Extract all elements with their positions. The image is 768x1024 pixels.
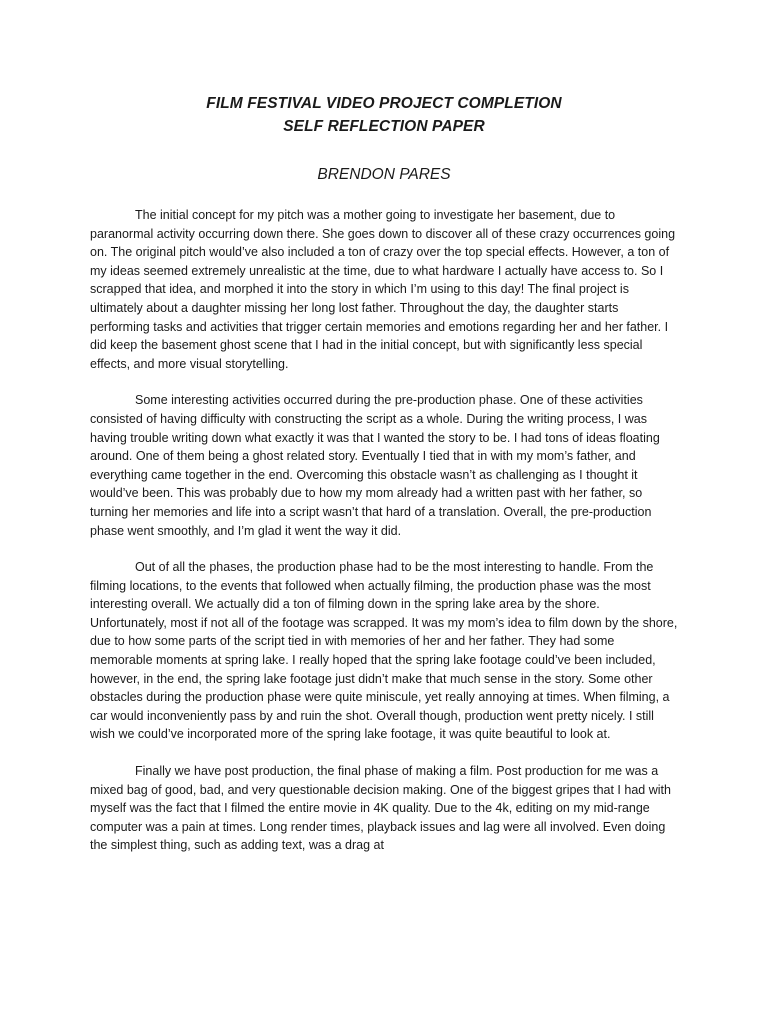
document-title <box>0 92 768 138</box>
paragraph-post-production: Finally we have post production, the final phase of making a film. Post production for me was a mixed bag of good, bad, and very questionable decision making. One of the biggest gripes that I had with myself was the fact that I filmed the entire movie in 4K quality. Due to the 4k, editing on my mid-range computer was a pain at times. Long render times, playback issues and lag were all involved. Even doing the simplest thing, such as adding text, was a drag at <box>90 764 671 853</box>
author-name: BRENDON PARES <box>317 166 451 183</box>
document-body <box>90 206 680 873</box>
paragraph-pre-production: Some interesting activities occurred during the pre-production phase. One of these activities consisted of having difficulty with constructing the script as a whole. During the writing process, I was having trouble writing down what exactly it was that I wanted the story to be. I had tons of ideas floating around. One of them being a ghost related story. Eventually I tied that in with my mom’s father, and everything came together in the end. Overcoming this obstacle wasn’t as challenging as I thought it would’ve been. This was probably due to how my mom already had a written past with her father, so turning her memories and life into a script wasn’t that hard of a translation. Overall, the pre-production phase went smoothly, and I’m glad it went the way it did. <box>90 393 660 538</box>
title-line-1: FILM FESTIVAL VIDEO PROJECT COMPLETION <box>206 95 562 112</box>
paragraph-initial-concept: The initial concept for my pitch was a mother going to investigate her basement, due to paranormal activity occurring down there. She goes down to discover all of these crazy occurrences going on. The original pitch would’ve also included a ton of crazy over the top special effects. However, a ton of my ideas seemed extremely unrealistic at the time, due to what hardware I actually have access to. So I scrapped that idea, and morphed it into the story in which I’m using to this day! The final project is ultimately about a daughter missing her long lost father. Throughout the day, the daughter starts performing tasks and activities that trigger certain memories and emotions regarding her and her father. I did keep the basement ghost scene that I had in the initial concept, but with significantly less special effects, and more visual storytelling. <box>90 208 676 371</box>
title-line-2: SELF REFLECTION PAPER <box>283 118 485 135</box>
paragraph-production: Out of all the phases, the production phase had to be the most interesting to handle. From the filming locations, to the events that followed when actually filming, the production phase was the most interesting overall. We actually did a ton of filming down in the spring lake area by the shore. Unfortunately, most if not all of the footage was scrapped. It was my mom’s idea to film down by the shore, due to how some parts of the script tied in with memories of her and her father. They had some memorable moments at spring lake. I really hoped that the spring lake footage could’ve been included, however, in the end, the spring lake footage just didn’t make that much sense in the story. Some other obstacles during the production phase were quite miniscule, yet really annoying at times. When filming, a car would inconveniently pass by and ruin the shot. Overall though, production went pretty nicely. I still wish we could’ve incorporated more of the spring lake footage, it was quite beautiful to look at. <box>90 560 678 742</box>
